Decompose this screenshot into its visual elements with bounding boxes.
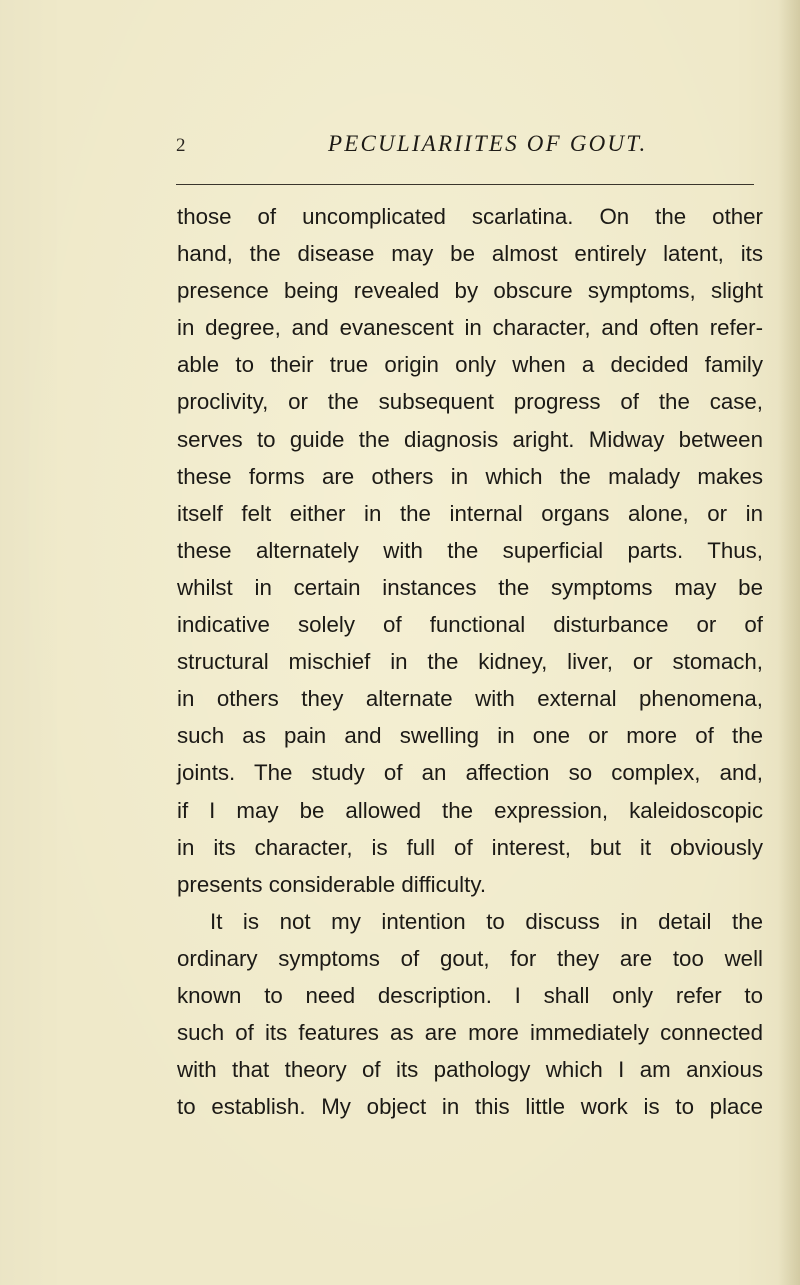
- paragraph-2: [177, 903, 763, 1126]
- text-line: those of uncomplicated scarlatina. On the other: [177, 204, 763, 229]
- body-text: [177, 198, 763, 1125]
- text-line: serves to guide the diagnosis aright. Midway between: [177, 426, 763, 452]
- running-head: PECULIARIITES OF GOUT.: [328, 131, 648, 156]
- text-line: itself felt either in the internal organs alone, or in: [177, 500, 763, 526]
- text-line: presents considerable difficulty.: [177, 871, 487, 897]
- text-line: presence being revealed by obscure symptoms, slight: [177, 278, 763, 304]
- text-line: if I may be allowed the expression, kaleidoscopic: [177, 797, 763, 823]
- text-line: structural mischief in the kidney, liver, or stomach,: [177, 649, 763, 675]
- text-line: these forms are others in which the malady makes: [177, 463, 763, 489]
- text-line: hand, the disease may be almost entirely latent, its: [177, 241, 763, 267]
- text-line: whilst in certain instances the symptoms may be: [177, 574, 763, 600]
- text-line: proclivity, or the subsequent progress of the case,: [177, 389, 763, 415]
- text-line: known to need description. I shall only refer to: [177, 982, 763, 1008]
- text-line: in degree, and evanescent in character, and often refer-: [177, 315, 763, 341]
- page-edge-shadow: [778, 0, 800, 1285]
- text-line: joints. The study of an affection so complex, and,: [177, 760, 763, 786]
- paragraph-1: [177, 198, 763, 903]
- text-line: It is not my intention to discuss in detail the: [210, 908, 763, 934]
- text-line: these alternately with the superficial parts. Thus,: [177, 537, 763, 563]
- text-line: indicative solely of functional disturbance or of: [177, 612, 763, 638]
- text-line: with that theory of its pathology which I am anxious: [177, 1057, 763, 1083]
- text-line: able to their true origin only when a decided family: [177, 352, 763, 378]
- text-line: such of its features as are more immediately connected: [177, 1020, 763, 1046]
- text-line: ordinary symptoms of gout, for they are too well: [177, 945, 763, 971]
- text-line: such as pain and swelling in one or more of the: [177, 723, 763, 749]
- page-header: [176, 131, 760, 171]
- text-line: in its character, is full of interest, but it obviously: [177, 834, 763, 860]
- header-rule: [176, 184, 754, 185]
- page-number: 2: [176, 135, 186, 156]
- text-line: to establish. My object in this little work is to place: [177, 1094, 763, 1120]
- text-line: in others they alternate with external phenomena,: [177, 686, 763, 712]
